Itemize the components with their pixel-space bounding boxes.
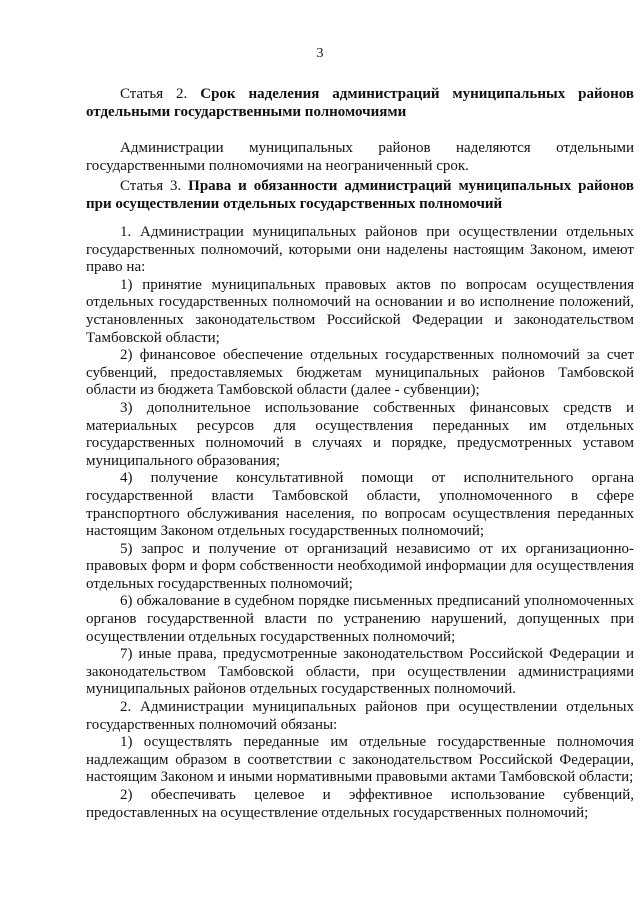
clause-1-item: 3) дополнительное использование собственных финансовых средств и материальных ресурсов для осуществления переданных им отдельных государственных полномочий в случаях и порядке, предусмотренных уставом муниципального образования; <box>86 399 634 469</box>
clause-1-item: 6) обжалование в судебном порядке письменных предписаний уполномоченных органов государственной власти по устранению нарушений, допущенных при осуществлении отдельных государственных полномочий; <box>86 593 634 645</box>
article-3-label: Статья 3. <box>120 178 182 194</box>
clause-1-intro: 1. Администрации муниципальных районов при осуществлении отдельных государственных полномочий, которыми они наделены настоящим Законом, имеют право на: <box>86 224 634 276</box>
article-2-text: Администрации муниципальных районов наделяются отдельными государственными полномочиями на неограниченный срок. <box>86 140 634 174</box>
clause-2-item: 1) осуществлять переданные им отдельные государственные полномочия надлежащим образом в соответствии с законодательством Российской Федерации, настоящим Законом и иными нормативными правовыми актами Тамбовской области; <box>86 734 634 786</box>
clause-1-item: 5) запрос и получение от организаций независимо от их организационно-правовых форм и форм собственности необходимой информации для осуществления отдельных государственных полномочий; <box>86 540 634 592</box>
article-3-body <box>86 224 634 822</box>
clause-2-intro: 2. Администрации муниципальных районов при осуществлении отдельных государственных полномочий обязаны: <box>86 699 634 733</box>
article-2-label: Статья 2. <box>120 86 188 102</box>
clause-2-item: 2) обеспечивать целевое и эффективное использование субвенций, предоставленных на осуществление отдельных государственных полномочий; <box>86 787 634 821</box>
clause-1-item: 1) принятие муниципальных правовых актов по вопросам осуществления отдельных государственных полномочий на основании и во исполнение положений, установленных законодательством Российской Федерации и законодательством Тамбовской области; <box>86 276 634 346</box>
article-3-title: Права и обязанности администраций муниципальных районов при осуществлении отдельных государственных полномочий <box>86 178 634 212</box>
clause-1-item: 2) финансовое обеспечение отдельных государственных полномочий за счет субвенций, предоставляемых бюджетам муниципальных районов Тамбовской области из бюджета Тамбовской области (далее - субвенции); <box>86 347 634 399</box>
article-2-heading <box>86 86 634 121</box>
article-3-heading <box>86 178 634 213</box>
page-number: 3 <box>316 46 324 61</box>
clause-1-item: 7) иные права, предусмотренные законодательством Российской Федерации и законодательством Тамбовской области, при осуществлении администрациями муниципальных районов отдельных государственных полномочий. <box>86 646 634 698</box>
article-2-title: Срок наделения администраций муниципальных районов отдельными государственными полномочиями <box>86 86 634 120</box>
clause-1-item: 4) получение консультативной помощи от исполнительного органа государственной власти Тамбовской области, уполномоченного в сфере транспортного обслуживания населения, по вопросам осуществления переданных настоящим Законом отдельных государственных полномочий; <box>86 470 634 540</box>
